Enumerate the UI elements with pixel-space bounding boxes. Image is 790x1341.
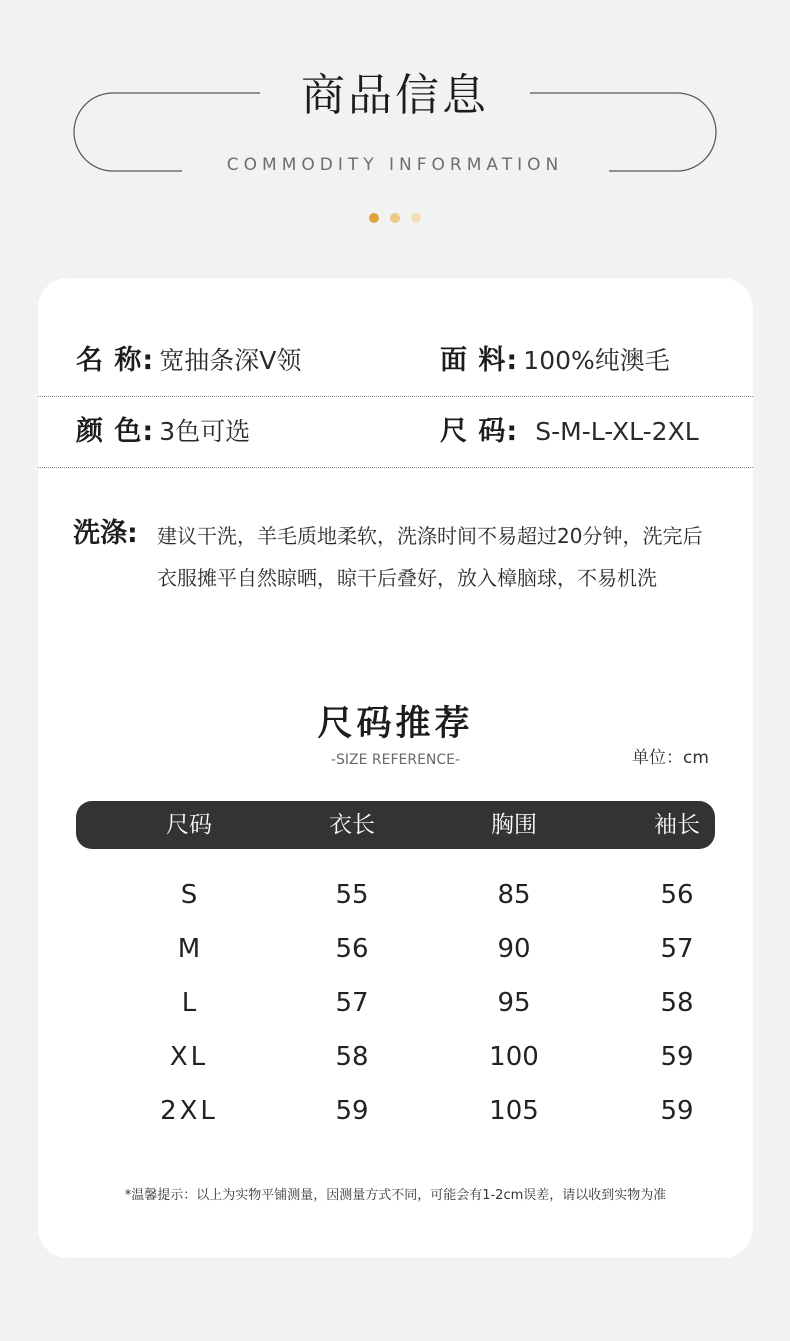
column-header-chest: 胸围 [491, 812, 537, 838]
field-color [76, 397, 250, 467]
field-size [440, 397, 699, 467]
table-row [76, 1030, 715, 1084]
field-fabric [440, 326, 670, 396]
size-chart-title: 尺码推荐 [317, 704, 474, 744]
dot-1 [369, 213, 379, 223]
cell-length: 59 [335, 1096, 369, 1126]
column-header-size: 尺码 [166, 812, 212, 838]
table-row [76, 1084, 715, 1138]
cell-length: 58 [335, 1042, 369, 1072]
column-header-length: 衣长 [329, 812, 375, 838]
name-value: 宽抽条深V领 [159, 346, 302, 375]
wash-label: 洗涤: [73, 518, 138, 549]
info-row-color-size [38, 397, 753, 468]
cell-sleeve: 56 [660, 880, 694, 910]
cell-length: 55 [335, 880, 369, 910]
cell-sleeve: 59 [660, 1042, 694, 1072]
cell-length: 56 [335, 934, 369, 964]
size-chart-subtitle: -SIZE REFERENCE- [330, 752, 461, 768]
page-title: 商品信息 [301, 70, 489, 121]
cell-chest: 90 [497, 934, 531, 964]
cell-size: XL [169, 1042, 209, 1072]
cell-sleeve: 57 [660, 934, 694, 964]
cell-length: 57 [335, 988, 369, 1018]
name-label: 名 称: [76, 345, 155, 376]
measurement-note: *温馨提示：以上为实物平铺测量，因测量方式不同，可能会有1-2cm误差，请以收到实物为准 [124, 1188, 667, 1203]
table-row [76, 976, 715, 1030]
table-row [76, 868, 715, 922]
field-name [76, 326, 301, 396]
header [0, 0, 790, 250]
cell-sleeve: 59 [660, 1096, 694, 1126]
size-value: S-M-L-XL-2XL [535, 417, 699, 446]
cell-sleeve: 58 [660, 988, 694, 1018]
cell-size: M [177, 934, 201, 964]
cell-size: L [181, 988, 197, 1018]
dot-2 [390, 213, 400, 223]
unit-label: 单位：cm [632, 748, 709, 768]
fabric-label: 面 料: [440, 345, 519, 376]
dot-3 [411, 213, 421, 223]
table-row [76, 922, 715, 976]
cell-chest: 100 [489, 1042, 539, 1072]
cell-chest: 105 [489, 1096, 539, 1126]
size-label: 尺 码: [440, 416, 519, 447]
cell-size: S [180, 880, 198, 910]
size-table-header [76, 801, 715, 849]
cell-chest: 95 [497, 988, 531, 1018]
info-row-name-fabric [38, 326, 753, 397]
color-label: 颜 色: [76, 416, 155, 447]
fabric-value: 100%纯澳毛 [523, 346, 670, 375]
page-subtitle: COMMODITY INFORMATION [226, 155, 564, 175]
column-header-sleeve: 袖长 [654, 812, 700, 838]
cell-chest: 85 [497, 880, 531, 910]
dots-indicator [369, 213, 429, 225]
wash-text-line-2: 衣服摊平自然晾晒，晾干后叠好，放入樟脑球，不易机洗 [157, 566, 657, 590]
info-card [38, 278, 753, 1258]
cell-size: 2XL [160, 1096, 218, 1126]
color-value: 3色可选 [159, 417, 251, 446]
wash-text-line-1: 建议干洗，羊毛质地柔软，洗涤时间不易超过20分钟，洗完后 [157, 524, 703, 548]
